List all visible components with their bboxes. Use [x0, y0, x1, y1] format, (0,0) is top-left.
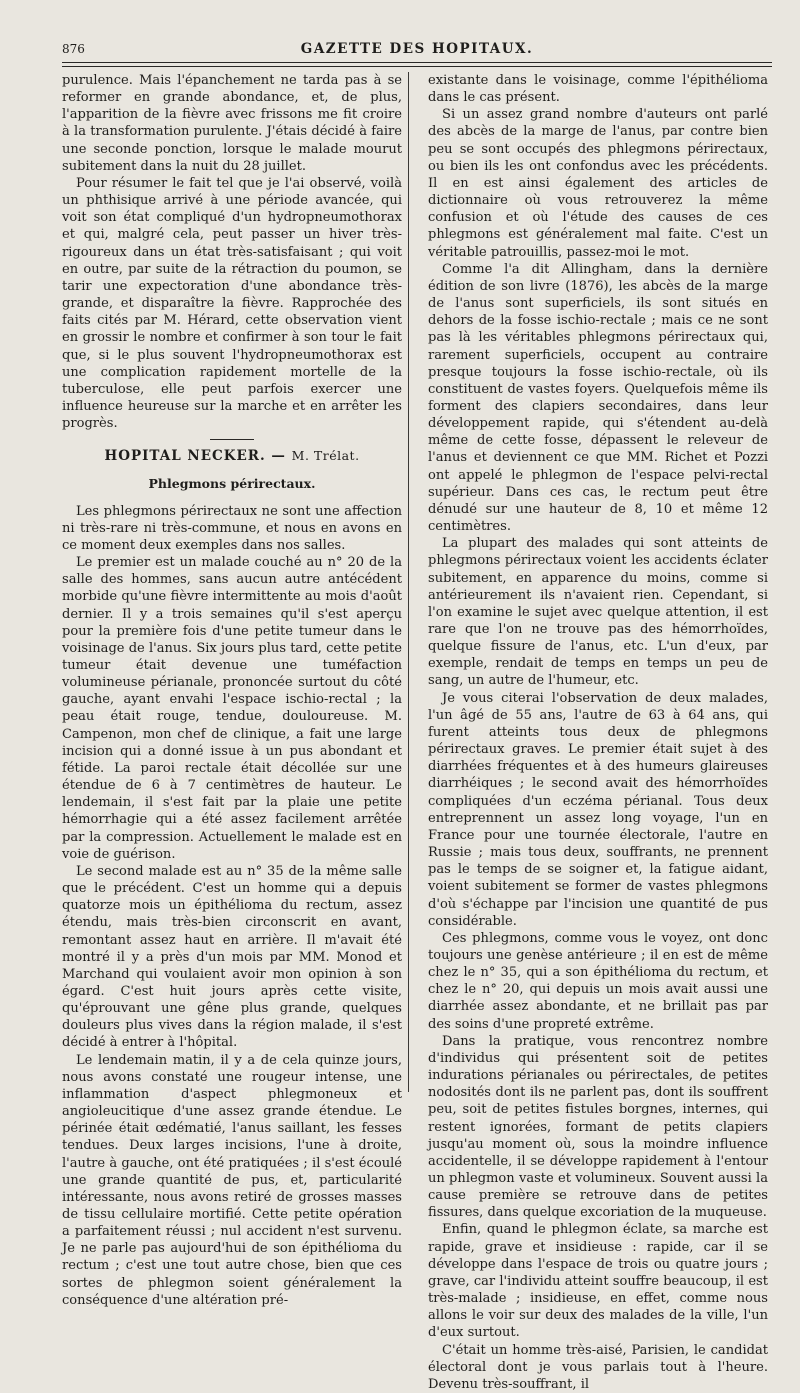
- paragraph: Le lendemain matin, il y a de cela quinze jours, nous avons constaté une rougeur intense, une inflammation d'aspect phlegmoneux et angioleucitique d'une assez grande étendue. Le périnée était œdématié, l'anus saillant, les fesses tendues. Deux larges incisions, l'une à droite, l'autre à gauche, ont été pratiquées ; il s'est écoulé une grande quantité de pus, et, particularité intéressante, nous avons retiré de grosses masses de tissu cellulaire mortifié. Cette petite opération a parfaitement réussi ; nul accident n'est survenu. Je ne parle pas aujourd'hui de son épithélioma du rectum ; c'est une tout autre chose, bien que ces sortes de phlegmon soient généralement la conséquence d'une altération pré-: [62, 1052, 402, 1308]
- paragraph: purulence. Mais l'épanchement ne tarda pas à se reformer en grande abondance, et, de plus, l'apparition de la fièvre avec frissons me fit croire à la transformation purulente. J'étais décidé à faire une seconde ponction, lorsque le malade mourut subitement dans la nuit du 28 juillet.: [62, 73, 402, 174]
- header-rule: [62, 62, 772, 67]
- paragraph: Le premier est un malade couché au n° 20 de la salle des hommes, sans aucun autre antécédent morbide qu'une fièvre intermittente au mois d'août dernier. Il y a trois semaines qu'il s'est aperçu pour la première fois d'une petite tumeur dans le voisinage de l'anus. Six jours plus tard, cette petite tumeur était devenue une tuméfaction volumineuse périanale, prononcée surtout du côté gauche, ayant envahi l'espace ischio-rectal ; la peau était rouge, tendue, douloureuse. M. Campenon, mon chef de clinique, a fait une large incision qui a donné issue à un pus abondant et fétide. La paroi rectale était décollée sur une étendue de 6 à 7 centimètres de hauteur. Le lendemain, il s'est fait par la plaie une petite hémorrhagie qui a été assez facilement arrêtée par la compression. Actuellement le malade est en voie de guérison.: [62, 555, 402, 862]
- paragraph: Comme l'a dit Allingham, dans la dernière édition de son livre (1876), les abcès de la marge de l'anus sont superficiels, ils sont situés en dehors de la fosse ischio-rectale ; mais ce ne sont pas là les véritables phlegmons périrectaux qui, rarement superficiels, occupent au contraire presque toujours la fosse ischio-rectale, où ils constituent de vastes foyers. Quelquefois même ils forment des clapiers secondaires, dans leur développement rapide, qui s'étendent au-delà même de cette fosse, dépassent le releveur de l'anus et deviennent ce que MM. Richet et Pozzi ont appelé le phlegmon de l'espace pelvi-rectal supérieur. Dans ces cas, le rectum peut être dénudé sur une hauteur de 8, 10 et même 12 centimètres.: [428, 261, 768, 535]
- hospital-name: HOPITAL NECKER. —: [104, 448, 286, 465]
- running-title: GAZETTE DES HOPITAUX.: [300, 41, 534, 57]
- paragraph: Enfin, quand le phlegmon éclate, sa marche est rapide, grave et insidieuse : rapide, car il se développe dans l'espace de trois ou quatre jours ; grave, car l'individu atteint souffre beaucoup, il est très-malade ; insidieuse, en effet, comme nous allons le voir sur deux des malades de la ville, l'un d'eux surtout.: [428, 1222, 768, 1341]
- paragraph: Dans la pratique, vous rencontrez nombre d'individus qui présentent soit de petites indurations périanales ou périrectales, de petites nodosités dont ils ne parlent pas, dont ils souffrent peu, soit de petites fistules borgnes, internes, qui restent ignorées, formant de petits clapiers jusqu'au moment où, sous la moindre influence accidentelle, il se développe rapidement à l'entour un phlegmon vaste et volumineux. Souvent aussi la cause première se retrouve dans de petites fissures, dans quelque excoriation de la muqueuse.: [428, 1033, 768, 1221]
- paragraph: Pour résumer le fait tel que je l'ai observé, voilà un phthisique arrivé à une période avancée, qui voit son état compliqué d'un hydropneumothorax et qui, malgré cela, peut passer un hiver très-rigoureux dans un état très-satisfaisant ; qui voit en outre, par suite de la rétraction du poumon, se tarir une expectoration d'une abondance très-grande, et disparaître la fièvre. Rapprochée des faits cités par M. Hérard, cette observation vient en grossir le nombre et confirmer à son tour le fait que, si le plus souvent l'hydropneumothorax est une complication rapidement mortelle de la tuberculose, elle peut parfois exercer une influence heureuse sur la marche et en arrêter les progrès.: [62, 175, 402, 432]
- page-number: 876: [62, 42, 85, 56]
- section-separator: [210, 439, 254, 440]
- paragraph: La plupart des malades qui sont atteints de phlegmons périrectaux voient les accidents éclater subitement, en apparence du moins, comme si antérieurement ils n'avaient rien. Cependant, si l'on examine le sujet avec quelque attention, il est rare que l'on ne trouve pas des hémorrhoïdes, quelque fissure de l'anus, etc. L'un d'eux, par exemple, rendait de temps en temps un peu de sang, un autre de l'humeur, etc.: [428, 536, 768, 689]
- left-column: [62, 72, 402, 1309]
- paragraph: Ces phlegmons, comme vous le voyez, ont donc toujours une genèse antérieure ; il en est de même chez le n° 35, qui a son épithélioma du rectum, et chez le n° 20, qui depuis un mois avait aussi une diarrhée assez abondante, et ne brillait pas par des soins d'une propreté extrême.: [428, 930, 768, 1032]
- right-column: [428, 72, 768, 1393]
- paragraph: Je vous citerai l'observation de deux malades, l'un âgé de 55 ans, l'autre de 63 à 64 ans, qui furent atteints tous deux de phlegmons périrectaux graves. Le premier était sujet à des diarrhées fréquentes et à des humeurs glaireuses diarrhéiques ; le second avait des hémorrhoïdes compliquées d'un eczéma périanal. Tous deux entreprennent un assez long voyage, l'un en France pour une tournée électorale, l'autre en Russie ; mais tous deux, souffrants, ne prennent pas le temps de se soigner et, la fatigue aidant, voient subitement se former de vastes phlegmons d'où s'échappe par l'incision une quantité de pus considérable.: [428, 690, 768, 929]
- service-chief: M. Trélat.: [291, 448, 360, 464]
- column-divider: [408, 72, 409, 1092]
- page-header: [62, 38, 772, 60]
- paragraph: C'était un homme très-aisé, Parisien, le candidat électoral dont je vous parlais tout à l'heure. Devenu très-souffrant, il: [428, 1342, 768, 1392]
- section-title: [62, 447, 402, 465]
- paragraph: Les phlegmons périrectaux ne sont une affection ni très-rare ni très-commune, et nous en avons en ce moment deux exemples dans nos salles.: [62, 503, 402, 553]
- paragraph: Si un assez grand nombre d'auteurs ont parlé des abcès de la marge de l'anus, par contre bien peu se sont occupés des phlegmons périrectaux, ou bien ils les ont confondus avec les précédents. Il en est ainsi également des articles de dictionnaire où vous retrouverez la même confusion et où l'étude des causes de ces phlegmons est généralement mal faite. C'est un véritable patrouillis, passez-moi le mot.: [428, 107, 768, 260]
- subsection-title: Phlegmons périrectaux.: [148, 476, 316, 492]
- paragraph: Le second malade est au n° 35 de la même salle que le précédent. C'est un homme qui a depuis quatorze mois un épithélioma du rectum, assez étendu, mais très-bien circonscrit en avant, remontant assez haut en arrière. Il m'avait été montré il y a près d'un mois par MM. Monod et Marchand qui voulaient avoir mon opinion à son égard. C'est huit jours après cette visite, qu'éprouvant une gêne plus grande, quelques douleurs plus vives dans la région malade, il s'est décidé à entrer à l'hôpital.: [62, 863, 402, 1051]
- paragraph: existante dans le voisinage, comme l'épithélioma dans le cas présent.: [428, 73, 768, 106]
